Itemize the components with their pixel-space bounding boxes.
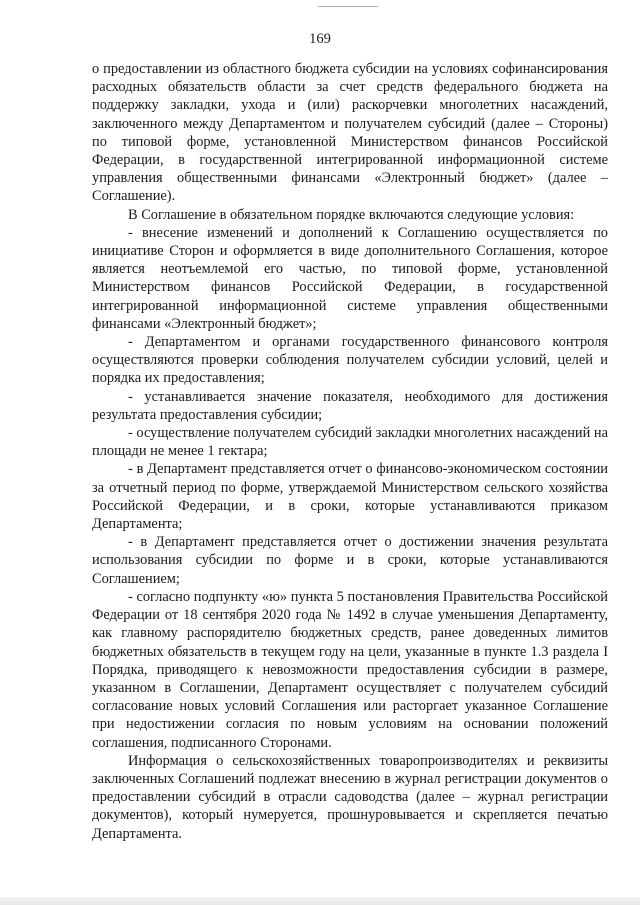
document-body [92, 60, 608, 843]
paragraph-mandatory-conditions-intro: В Соглашение в обязательном порядке включаются следующие условия: [128, 206, 575, 223]
page-number: 169 [309, 31, 331, 47]
list-item-result-report: - в Департамент представляется отчет о достижении значения результата использования субсидии по форме и в сроки, которые устанавливаются Соглашением; [92, 534, 608, 587]
list-item-planting-area: - осуществление получателем субсидий закладки многолетних насаждений на площади не менее 1 гектара; [92, 425, 608, 460]
list-item-limits-reduction: - согласно подпункту «ю» пункта 5 постановления Правительства Российской Федерации от 18 сентября 2020 года № 1492 в случае уменьшения Департаменту, как главному распорядителю бюджетных средств, ранее доведенных лимитов бюджетных обязательств в текущем году на цели, указанные в пункте 1.3 раздела I Порядка, приводящего к невозможности предоставления субсидии в размере, указанном в Соглашении, Департамент осуществляет с получателем субсидий согласование новых условий Соглашения или расторгает указанное Соглашение при недостижении согласия по новым условиям на основании положений соглашения, подписанного Сторонами. [92, 588, 608, 751]
scan-bottom-edge [0, 897, 640, 905]
list-item-financial-report: - в Департамент представляется отчет о финансово-экономическом состоянии за отчетный период по форме, утверждаемой Министерством сельского хозяйства Российской Федерации, и в сроки, которые устанавливаются приказом Департамента; [92, 461, 608, 533]
list-item-result-indicator: - устанавливается значение показателя, необходимого для достижения результата предоставления субсидии; [92, 388, 608, 423]
list-item-financial-control: - Департаментом и органами государственного финансового контроля осуществляются проверки соблюдения получателем субсидии условий, целей и порядка их предоставления; [92, 334, 608, 387]
paragraph-registration-journal: Информация о сельскохозяйственных товаропроизводителях и реквизиты заключенных Соглашений подлежат внесению в журнал регистрации документов о предоставлении субсидий в отрасли садоводства (далее – журнал регистрации документов), который нумеруется, прошнуровывается и скрепляется печатью Департамента. [92, 752, 608, 842]
list-item-amendments: - внесение изменений и дополнений к Соглашению осуществляется по инициативе Сторон и оформляется в виде дополнительного Соглашения, которое является неотъемлемой его частью, по типовой форме, установленной Министерством финансов Российской Федерации, в государственной интегрированной информационной системе управления общественными финансами «Электронный бюджет»; [92, 224, 608, 332]
paragraph-agreement-subject: о предоставлении из областного бюджета субсидии на условиях софинансирования расходных обязательств области за счет средств федерального бюджета на поддержку закладки, ухода и (или) раскорчевки многолетних насаждений, заключенного между Департаментом и получателем субсидий (далее – Стороны) по типовой форме, установленной Министерством финансов Российской Федерации, в государственной интегрированной информационной системе управления общественными финансами «Электронный бюджет» (далее – Соглашение). [92, 61, 608, 205]
scan-edge-mark [318, 6, 378, 7]
